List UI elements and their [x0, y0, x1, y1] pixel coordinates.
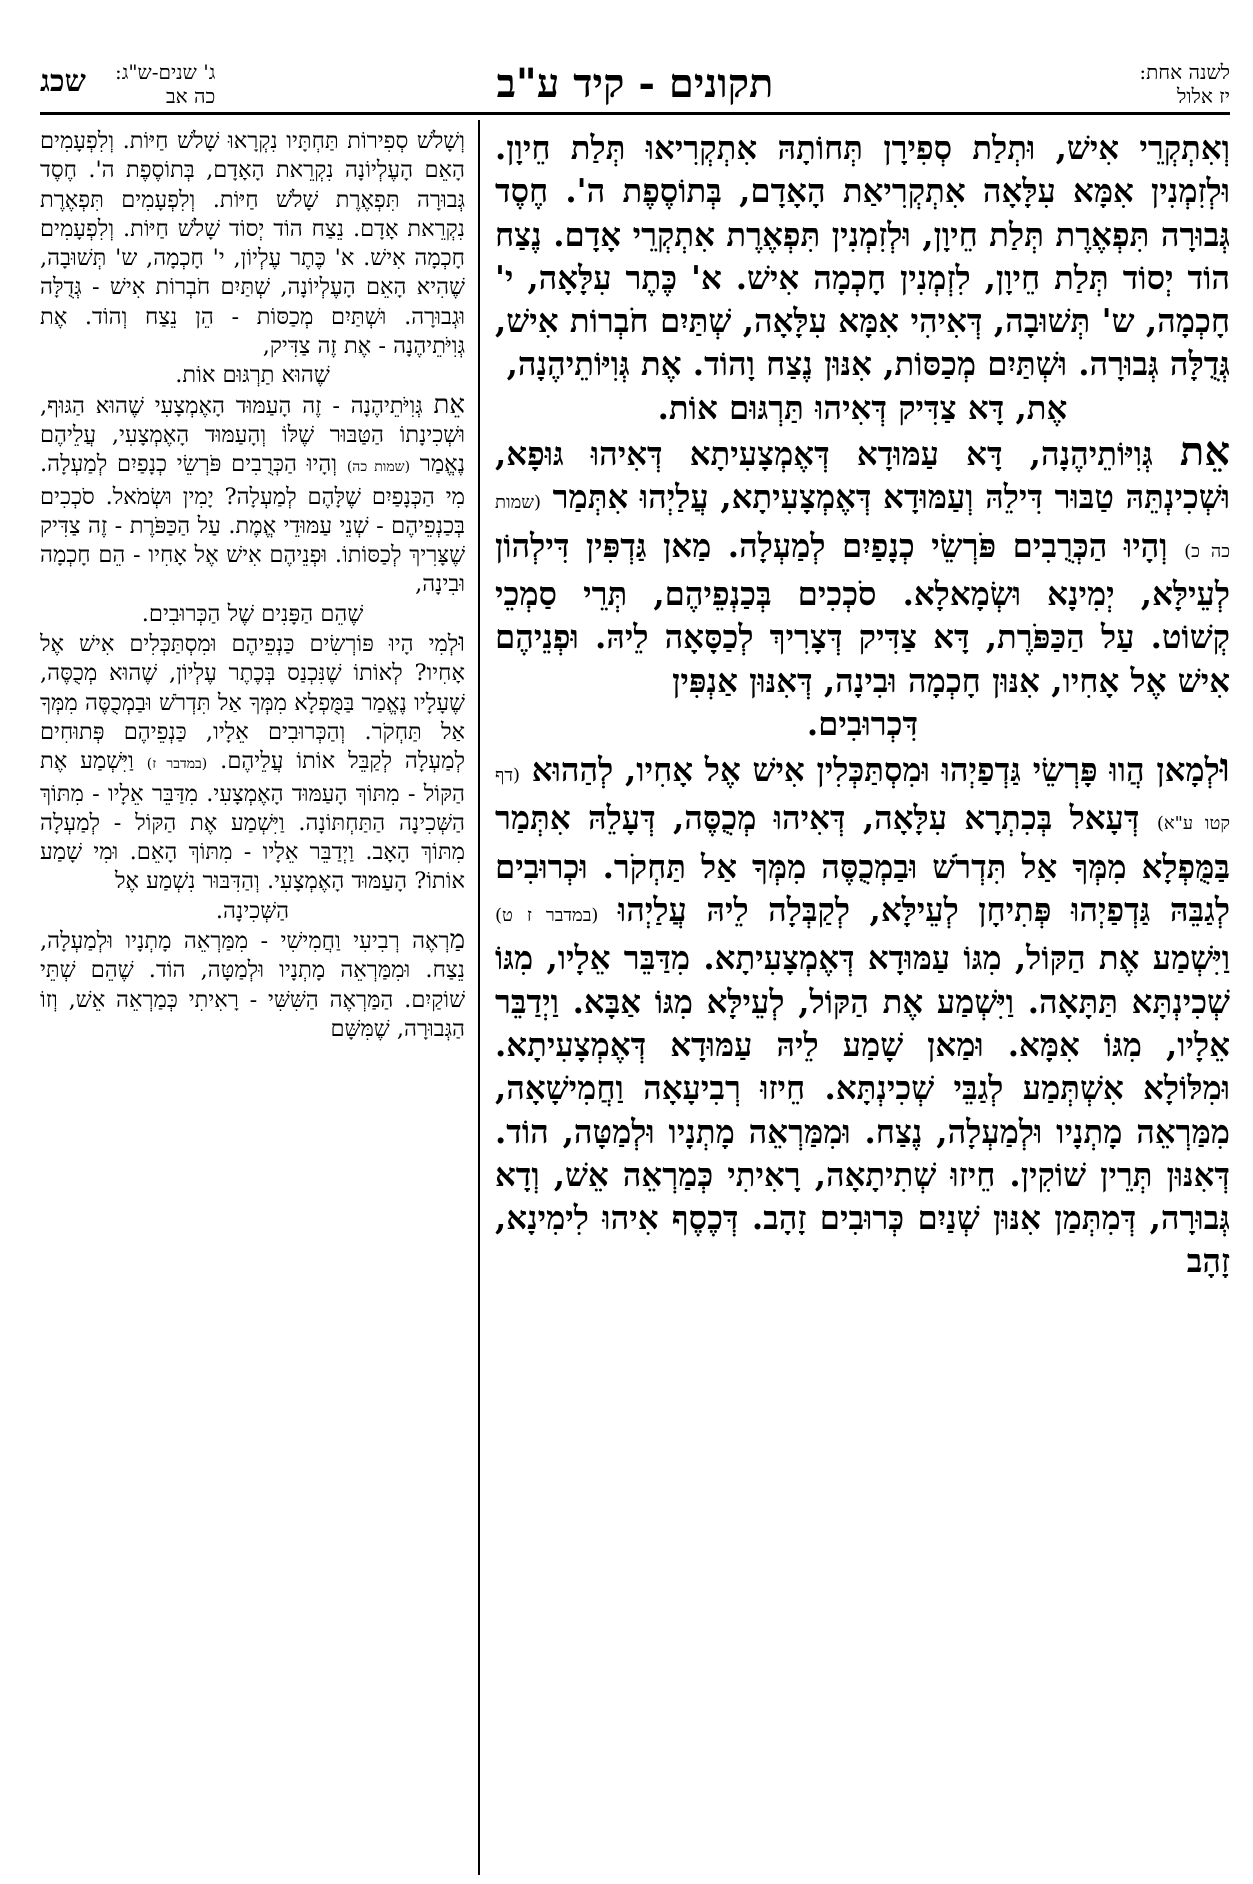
translation-paragraph-end: שֶׁהוּא תַרְגּוּם אוֹת.	[175, 362, 330, 389]
verse-reference: (שמות כה כ)	[495, 492, 1230, 562]
translation-paragraph-end: הַשְּׁכִינָה.	[215, 897, 290, 924]
paragraph-lead-word: אֵת	[1179, 428, 1230, 476]
main-text: וְהָיוּ הַכְּרֻבִים פֹּרְשֵׂי כְנָפַיִם לְמַעְלָה. מַאן גַּדְפִּין דִּילְהוֹן לְעֵילָּא, יְמִינָא וּשְׂמָאלָא. סֹכְכִים בְּכַנְפֵיהֶם, תְּרֵי סַמְכֵי קְשׁוֹט. עַל הַכַּפֹּרֶת, דָּא צַדִּיק דְּצָרִיךְ לְכַסָּאָה לֵיהּ. וּפְנֵיהֶם אִישׁ אֶל אָחִיו, אִנּוּן חָכְמָה וּבִינָה, דְּאִנּוּן אַנְפִּין	[495, 526, 1230, 700]
schedule-label-one-year: לשנה אחת:	[1139, 60, 1230, 84]
translation-text: לְמִי הָיוּ פּוֹרְשִׂים כַּנְפֵיהֶם וּמִסְתַּכְּלִים אִישׁ אֶל אָחִיו? לְאוֹתוֹ שֶׁנִּכְנַס בְּכֶתֶר עֶלְיוֹן, שֶׁהוּא מְכֻסֶּה, שֶׁעָלָיו נֶאֱמַר בַּמֻּפְלָא מִמְּךָ אַל תִּדְרֹשׁ וּבַמְכֻסֶּה מִמְּךָ אַל תַּחְקֹר. וְהַכְּרוּבִים אֵלָיו, כַּנְפֵיהֶם פְּתוּחִים לְמַעְלָה לְקַבֵּל אוֹתוֹ עֲלֵיהֶם.	[40, 631, 465, 775]
verse-reference: (במדבר ז)	[146, 756, 208, 773]
translation-text: רְאֶה רְבִיעִי וַחֲמִישִׁי - מִמַּרְאֵה מָתְנָיו וּלְמַעְלָה, נֵצַח. וּמִמַּרְאֵה מָתְנָיו וּלְמַטָּה, הוֹד. שֶׁהֵם שְׁתֵּי שׁוֹקַיִם. הַמַּרְאֶה הַשִּׁשִּׁי - רָאִיתִי כְּמַרְאֵה אֵשׁ, וְזוֹ הַגְּבוּרָה, שֶׁמִּשָּׁם	[40, 928, 465, 1042]
main-paragraph	[495, 746, 1230, 1284]
page-title: תקונים - קיד ע"ב	[496, 60, 774, 107]
translation-text: וְשָׁלֹשׁ סְפִירוֹת תַּחְתָּיו נִקְרָאוּ שָׁלֹשׁ חַיּוֹת. וְלִפְעָמִים הָאֵם הָעֶלְיוֹנָה נִקְרֵאת הָאָדָם, בְּתוֹסֶפֶת ה'. חֶסֶד גְּבוּרָה תִּפְאֶרֶת שָׁלֹשׁ חַיּוֹת. וְלִפְעָמִים תִּפְאֶרֶת נִקְרֵאת אָדָם. נֵצַח הוֹד יְסוֹד שָׁלֹשׁ חַיּוֹת. וְלִפְעָמִים חָכְמָה אִישׁ. א' כֶּתֶר עֶלְיוֹן, י' חָכְמָה, ש' תְּשׁוּבָה, שֶׁהִיא הָאֵם הָעֶלְיוֹנָה, שְׁתַּיִם חֹבְרוֹת אִישׁ - גְּדֻלָּה וּגְבוּרָה. וּשְׁתַּיִם מְכַסּוֹת - הֵן נֵצַח וְהוֹד. אֶת גְּוִיֹּתֵיהֶנָה - אֶת זֶה צַדִּיק,	[40, 128, 465, 360]
main-paragraph	[495, 127, 1230, 387]
daily-schedule-three-years	[115, 60, 215, 108]
translation-paragraph	[40, 391, 465, 600]
column-divider	[478, 120, 480, 1875]
main-text: לְמָאן הֲווּ פָּרְשֵׂי גַּדְפַיְהוּ וּמִסְתַּכְּלִין אִישׁ אֶל אָחִיו, לְהַהוּא	[531, 751, 1220, 790]
verse-reference: (דף קטו ע"א)	[495, 765, 1230, 835]
paragraph-lead-word: מַ	[449, 925, 465, 956]
main-text: וַיִּשְׁמַע אֶת הַקּוֹל, מִגּוֹ עַמּוּדָא דְּאֶמְצָעִיתָא. מִדַּבֵּר אֵלָיו, מִגּוֹ שְׁכִינְתָּא תַּתָּאָה. וַיִּשְׁמַע אֶת הַקּוֹל, לְעֵילָּא מִגּוֹ אַבָּא. וַיְדַבֵּר אֵלָיו, מִגּוֹ אִמָּא. וּמַאן שָׁמַע לֵיהּ עַמּוּדָא דְּאֶמְצָעִיתָא. וּמִלּוֹלָא אִשְׁתְּמַע לְגַבֵּי שְׁכִינְתָּא. חֵיזוּ רְבִיעָאָה וַחֲמִישָׁאָה, מִמַּרְאֵה מָתְנָיו וּלְמַעְלָה, נֶצַח. וּמִמַּרְאֵה מָתְנָיו וּלְמַטָּה, הוֹד. דְּאִנּוּן תְּרֵין שׁוֹקִין. חֵיזוּ שְׁתִיתָאָה, רָאִיתִי כְּמַרְאֵה אֵשׁ, וְדָא גְּבוּרָה, דְּמִתְּמַן אִנּוּן שְׁנַיִם כְּרוּבִים זָהָב. דְּכֶסֶף אִיהוּ לִימִינָא, זָהָב	[495, 939, 1230, 1281]
verse-reference: (שמות כה)	[346, 459, 411, 476]
page-number: שכג	[40, 64, 86, 99]
main-paragraph	[495, 430, 1230, 703]
translation-paragraph	[40, 629, 465, 897]
main-text: גְּוִיּוֹתֵיהֶנָה, דָּא עַמּוּדָא דְּאֶמְצָעִיתָא דְּאִיהוּ גּוּפָא, וּשְׁכִינְתֵּהּ טַבּוּר דִּילֵהּ וְעַמּוּדָא דְּאֶמְצָעִיתָא, עֲלַיְהוּ אִתְּמַר	[495, 435, 1230, 517]
header-divider	[40, 112, 1230, 115]
main-paragraph-end: דִּכְרוּבִים.	[806, 704, 919, 743]
translation-text: וְהָיוּ הַכְּרֻבִים פֹּרְשֵׂי כְנָפַיִם לְמַעְלָה. מִי הַכְּנָפַיִם שֶׁלָּהֶם לְמַעְלָה? יָמִין וּשְׂמֹאל. סֹכְכִים בְּכַנְפֵיהֶם - שְׁנֵי עַמּוּדֵי אֱמֶת. עַל הַכַּפֹּרֶת - זֶה צַדִּיק שֶׁצָּרִיךְ לְכַסּוֹתוֹ. וּפְנֵיהֶם אִישׁ אֶל אָחִיו - הֵם חָכְמָה וּבִינָה,	[40, 451, 465, 598]
main-text-column	[495, 127, 1230, 1877]
verse-reference: (במדבר ז ט)	[495, 905, 599, 927]
paragraph-lead-word: וּ	[1219, 744, 1230, 792]
translation-paragraph	[40, 926, 465, 1044]
paragraph-lead-word: וּ	[458, 628, 465, 659]
translation-paragraph-end: שֶׁהֵם הַפָּנִים שֶׁל הַכְּרוּבִים.	[141, 600, 364, 627]
translation-column	[40, 127, 465, 1877]
translation-paragraph	[40, 127, 465, 361]
schedule-date-one-year: יז אלול	[1176, 84, 1230, 108]
main-text: דְּעָאל בְּכִתְרָא עִלָּאָה, דְּאִיהוּ מְכֻסֶּה, דְּעָלֵהּ אִתְּמַר בַּמֻּפְלָא מִמְּךָ אַל תִּדְרֹשׁ וּבַמְכֻסֶּה מִמְּךָ אַל תַּחְקֹר. וּכְרוּבִים לְגַבֵּהּ גַּדְפַיְהוּ פְּתִיחָן לְעֵילָּא, לְקַבְּלָה לֵיהּ עֲלַיְהוּ	[495, 799, 1230, 930]
translation-text: גְּוִיֹּתֵיהֶנָה - זֶה הָעַמּוּד הָאֶמְצָעִי שֶׁהוּא הַגּוּף, וּשְׁכִינָתוֹ הַטַּבּוּר שֶׁלּוֹ וְהָעַמּוּד הָאֶמְצָעִי, עֲלֵיהֶם נֶאֱמַר	[40, 392, 465, 478]
main-text: וְאִתְקְרֵי אִישׁ, וּתְלַת סְפִירָן תְּחוֹתָהּ אִתְקְרִיאוּ תְּלַת חֵיוָן. וּלְזִמְנִין אִמָּא עִלָּאָה אִתְקְרִיאַת הָאָדָם, בְּתוֹסֶפֶת ה'. חֶסֶד גְּבוּרָה תִּפְאֶרֶת תְּלַת חֵיוָן, וּלְזִמְנִין תִּפְאֶרֶת אִתְקְרֵי אָדָם. נֶצַח הוֹד יְסוֹד תְּלַת חֵיוָן, לִזְמְנִין חָכְמָה אִישׁ. א' כֶּתֶר עִלָּאָה, י' חָכְמָה, ש' תְּשׁוּבָה, דְּאִיהִי אִמָּא עִלָּאָה, שְׁתַּיִם חֹבְרוֹת אִישׁ, גְּדֻלָּה גְּבוּרָה. וּשְׁתַּיִם מְכַסּוֹת, אִנּוּן נֶצַח וָהוֹד. אֶת גְּוִיּוֹתֵיהֶנָה,	[495, 129, 1230, 384]
translation-text: וַיִּשְׁמַע אֶת הַקּוֹל - מִתּוֹךְ הָעַמּוּד הָאֶמְצָעִי. מִדַּבֵּר אֵלָיו - מִתּוֹךְ הַשְּׁכִינָה הַתַּחְתּוֹנָה. וַיִּשְׁמַע אֶת הַקּוֹל - לְמַעְלָה מִתּוֹךְ הָאָב. וַיְדַבֵּר אֵלָיו - מִתּוֹךְ הָאֵם. וּמִי שָׁמַע אוֹתוֹ? הָעַמּוּד הָאֶמְצָעִי. וְהַדִּבּוּר נִשְׁמַע אֶל	[40, 748, 465, 895]
page-header	[40, 60, 1230, 110]
schedule-label-three-years: ג' שנים-ש"ג:	[115, 60, 216, 84]
schedule-date-three-years: כה אב	[166, 84, 216, 108]
main-paragraph-end: אֶת, דָּא צַדִּיק דְּאִיהוּ תַּרְגּוּם אוֹת.	[657, 388, 1068, 427]
paragraph-lead-word: אֵת	[433, 389, 465, 420]
